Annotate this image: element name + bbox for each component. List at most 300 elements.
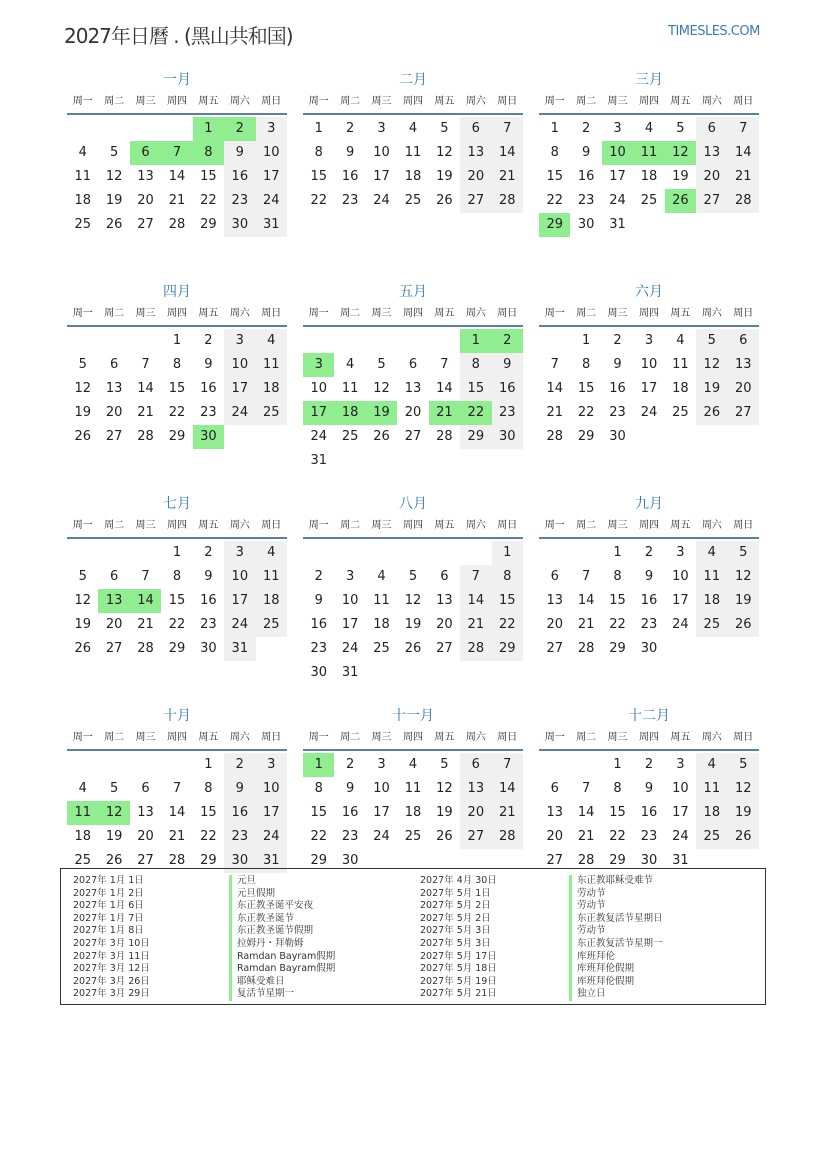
- day-cell: 23: [640, 829, 658, 844]
- day-grid: [303, 329, 523, 473]
- day-cell: 29: [168, 429, 186, 444]
- holiday-names-left: [229, 875, 335, 1001]
- holiday-day-cell: 18: [334, 401, 365, 425]
- weekday-label: 周一: [544, 96, 565, 107]
- holiday-date: 2027年 5月 3日: [420, 937, 491, 949]
- weekday-label: 周二: [104, 308, 125, 319]
- weekday-label: 周一: [308, 520, 329, 531]
- month-title: 十一月: [392, 708, 434, 724]
- day-cell: 4: [644, 121, 654, 136]
- month-title: 三月: [635, 72, 663, 88]
- day-cell: 8: [460, 353, 491, 377]
- day-cell: 15: [168, 381, 186, 396]
- empty-cell: [130, 541, 161, 565]
- day-cell: 3: [676, 757, 685, 772]
- day-cell: 28: [436, 429, 453, 444]
- weekday-label: 周四: [638, 732, 659, 743]
- weekday-label: 周一: [308, 96, 329, 107]
- day-cell: 10: [224, 565, 255, 589]
- weekday-header: [303, 93, 523, 115]
- day-cell: 27: [137, 217, 154, 232]
- day-cell: 17: [224, 377, 255, 401]
- day-cell: 14: [492, 777, 523, 801]
- day-cell: 10: [224, 353, 255, 377]
- day-cell: 19: [696, 377, 727, 401]
- day-cell: 6: [141, 781, 150, 796]
- day-cell: 2: [644, 757, 654, 772]
- day-cell: 22: [310, 829, 327, 844]
- day-cell: 13: [696, 141, 727, 165]
- weekday-label: 周二: [576, 308, 597, 319]
- month-title: 十二月: [628, 708, 670, 724]
- holiday-name: 东正教复活节星期日: [569, 913, 663, 926]
- empty-cell: [539, 541, 570, 565]
- day-grid: [67, 329, 287, 449]
- weekday-label: 周一: [308, 732, 329, 743]
- day-cell: 1: [550, 121, 559, 136]
- day-cell: 20: [436, 617, 453, 632]
- weekday-header: [539, 93, 759, 115]
- day-cell: 1: [314, 121, 323, 136]
- day-cell: 23: [640, 617, 658, 632]
- day-cell: 29: [168, 641, 186, 656]
- empty-cell: [570, 541, 601, 565]
- empty-cell: [98, 541, 129, 565]
- empty-cell: [98, 329, 129, 353]
- day-cell: 16: [310, 617, 327, 632]
- empty-cell: [67, 541, 98, 565]
- day-cell: 15: [492, 589, 523, 613]
- weekday-label: 周四: [638, 520, 659, 531]
- holiday-date: 2027年 5月 2日: [420, 900, 491, 912]
- day-cell: 30: [640, 853, 658, 868]
- day-cell: 19: [74, 405, 91, 420]
- weekday-label: 周五: [434, 520, 455, 531]
- day-cell: 23: [200, 617, 217, 632]
- day-cell: 6: [460, 753, 491, 777]
- day-cell: 27: [105, 641, 123, 656]
- day-cell: 10: [341, 593, 359, 608]
- day-cell: 12: [105, 169, 123, 184]
- day-cell: 22: [200, 829, 217, 844]
- day-cell: 5: [78, 357, 87, 372]
- day-cell: 27: [546, 853, 563, 868]
- day-cell: 14: [436, 381, 453, 396]
- day-cell: 18: [74, 193, 91, 208]
- month-title: 八月: [399, 496, 427, 512]
- day-cell: 5: [408, 569, 418, 584]
- day-cell: 2: [581, 121, 591, 136]
- day-cell: 30: [224, 213, 255, 237]
- weekday-label: 周日: [733, 732, 754, 743]
- day-cell: 4: [408, 757, 418, 772]
- weekday-label: 周二: [340, 96, 361, 107]
- holiday-dates-left: [73, 875, 150, 1001]
- day-cell: 3: [676, 545, 685, 560]
- day-cell: 9: [224, 777, 255, 801]
- day-cell: 17: [373, 169, 390, 184]
- weekday-label: 周三: [371, 308, 392, 319]
- day-cell: 10: [256, 141, 287, 165]
- empty-cell: [429, 541, 460, 565]
- day-cell: 5: [728, 541, 759, 565]
- day-cell: 31: [224, 637, 255, 661]
- day-cell: 8: [550, 145, 559, 160]
- day-cell: 13: [728, 353, 759, 377]
- day-cell: 17: [256, 801, 287, 825]
- day-cell: 24: [640, 405, 658, 420]
- weekday-header: [67, 517, 287, 539]
- holiday-day-cell: 11: [633, 141, 664, 165]
- day-cell: 10: [640, 357, 658, 372]
- day-cell: 16: [609, 381, 626, 396]
- day-cell: 16: [200, 381, 217, 396]
- day-cell: 3: [256, 753, 287, 777]
- day-cell: 15: [577, 381, 595, 396]
- day-cell: 3: [345, 569, 355, 584]
- weekday-label: 周一: [72, 96, 93, 107]
- day-cell: 13: [460, 141, 491, 165]
- day-cell: 24: [373, 829, 390, 844]
- day-cell: 7: [460, 565, 491, 589]
- day-cell: 16: [640, 805, 658, 820]
- day-cell: 9: [581, 145, 591, 160]
- day-cell: 4: [408, 121, 418, 136]
- day-cell: 28: [577, 853, 595, 868]
- day-cell: 16: [341, 805, 359, 820]
- holiday-date: 2027年 5月 18日: [420, 963, 497, 975]
- day-cell: 2: [314, 569, 323, 584]
- day-cell: 23: [492, 401, 523, 425]
- day-cell: 6: [550, 781, 559, 796]
- holiday-day-cell: 13: [98, 589, 129, 613]
- empty-cell: [397, 541, 428, 565]
- day-cell: 22: [310, 193, 327, 208]
- holiday-name: Ramdan Bayram假期: [229, 951, 335, 964]
- day-cell: 27: [728, 401, 759, 425]
- day-cell: 22: [492, 613, 523, 637]
- day-cell: 25: [404, 829, 422, 844]
- weekday-label: 周二: [576, 520, 597, 531]
- day-cell: 3: [224, 541, 255, 565]
- day-cell: 10: [672, 781, 689, 796]
- day-cell: 24: [224, 401, 255, 425]
- weekday-label: 周三: [371, 520, 392, 531]
- empty-cell: [334, 541, 365, 565]
- day-cell: 8: [204, 781, 213, 796]
- page-title: 2027年日曆 . (黑山共和国): [64, 24, 293, 48]
- day-cell: 2: [644, 545, 654, 560]
- day-cell: 4: [696, 753, 727, 777]
- day-cell: 3: [256, 117, 287, 141]
- day-cell: 15: [460, 377, 491, 401]
- day-cell: 20: [105, 405, 123, 420]
- holiday-day-cell: 8: [193, 141, 224, 165]
- day-cell: 10: [256, 777, 287, 801]
- day-cell: 29: [460, 425, 491, 449]
- day-cell: 28: [492, 189, 523, 213]
- holiday-date: 2027年 3月 12日: [73, 963, 150, 975]
- weekday-label: 周六: [229, 308, 250, 319]
- weekday-label: 周一: [544, 732, 565, 743]
- weekday-label: 周五: [434, 308, 455, 319]
- holiday-name: 库班拜伦假期: [569, 963, 663, 976]
- month-title: 四月: [163, 284, 191, 300]
- holiday-day-cell: 22: [460, 401, 491, 425]
- holiday-name: 独立日: [569, 988, 663, 1001]
- day-cell: 12: [74, 593, 91, 608]
- day-cell: 16: [224, 165, 255, 189]
- day-cell: 20: [696, 165, 727, 189]
- day-cell: 25: [404, 193, 422, 208]
- day-cell: 4: [377, 569, 386, 584]
- day-cell: 21: [137, 405, 154, 420]
- day-cell: 7: [550, 357, 559, 372]
- holiday-name: 东正教复活节星期一: [569, 938, 663, 951]
- day-cell: 23: [224, 825, 255, 849]
- day-cell: 16: [640, 593, 658, 608]
- day-cell: 1: [613, 545, 622, 560]
- holiday-name: 元旦: [229, 875, 335, 888]
- holiday-day-cell: 12: [98, 801, 129, 825]
- day-cell: 11: [341, 381, 359, 396]
- holiday-name: 东正教圣诞节假期: [229, 925, 335, 938]
- weekday-label: 周四: [402, 520, 423, 531]
- empty-cell: [98, 753, 129, 777]
- holiday-name: 东正教耶稣受难节: [569, 875, 663, 888]
- weekday-label: 周六: [229, 96, 250, 107]
- day-cell: 7: [581, 569, 591, 584]
- holiday-day-cell: 2: [492, 329, 523, 353]
- day-cell: 25: [373, 641, 390, 656]
- day-cell: 31: [256, 213, 287, 237]
- day-cell: 21: [492, 801, 523, 825]
- holiday-date: 2027年 1月 8日: [73, 925, 144, 937]
- weekday-label: 周日: [497, 96, 518, 107]
- day-cell: 15: [546, 169, 563, 184]
- day-cell: 26: [105, 853, 123, 868]
- day-cell: 6: [728, 329, 759, 353]
- month-5: [303, 282, 523, 494]
- day-cell: 23: [577, 193, 595, 208]
- weekday-label: 周日: [497, 732, 518, 743]
- day-cell: 20: [546, 617, 563, 632]
- day-cell: 6: [109, 357, 119, 372]
- day-cell: 14: [460, 589, 491, 613]
- day-cell: 24: [373, 193, 390, 208]
- day-cell: 27: [460, 825, 491, 849]
- day-cell: 15: [310, 169, 327, 184]
- day-cell: 12: [436, 781, 453, 796]
- day-cell: 6: [460, 117, 491, 141]
- day-cell: 11: [404, 781, 422, 796]
- day-cell: 26: [373, 429, 390, 444]
- month-1: [67, 70, 287, 282]
- weekday-label: 周四: [402, 96, 423, 107]
- weekday-label: 周日: [261, 732, 282, 743]
- weekday-label: 周六: [701, 732, 722, 743]
- weekday-label: 周三: [135, 732, 156, 743]
- day-cell: 28: [577, 641, 595, 656]
- weekday-label: 周六: [229, 520, 250, 531]
- day-cell: 18: [256, 589, 287, 613]
- weekday-label: 周六: [465, 732, 486, 743]
- day-cell: 4: [78, 145, 87, 160]
- day-cell: 9: [314, 593, 323, 608]
- weekday-label: 周一: [72, 308, 93, 319]
- day-cell: 17: [256, 165, 287, 189]
- holiday-name: 劳动节: [569, 925, 663, 938]
- weekday-label: 周日: [261, 96, 282, 107]
- day-cell: 9: [644, 569, 654, 584]
- day-cell: 20: [105, 617, 123, 632]
- day-cell: 20: [546, 829, 563, 844]
- holiday-day-cell: 1: [193, 117, 224, 141]
- day-cell: 5: [676, 121, 685, 136]
- day-cell: 30: [310, 665, 327, 680]
- day-cell: 16: [577, 169, 595, 184]
- day-cell: 26: [105, 217, 123, 232]
- day-cell: 28: [492, 825, 523, 849]
- day-cell: 20: [728, 377, 759, 401]
- day-grid: [303, 541, 523, 685]
- day-cell: 24: [256, 825, 287, 849]
- day-cell: 14: [168, 169, 186, 184]
- day-cell: 26: [436, 193, 453, 208]
- weekday-label: 周四: [166, 96, 187, 107]
- weekday-label: 周五: [670, 96, 691, 107]
- day-cell: 18: [696, 801, 727, 825]
- holiday-date: 2027年 5月 2日: [420, 912, 491, 924]
- day-cell: 16: [224, 801, 255, 825]
- day-cell: 12: [696, 353, 727, 377]
- holiday-name: Ramdan Bayram假期: [229, 963, 335, 976]
- empty-cell: [303, 541, 334, 565]
- day-grid: [303, 753, 523, 873]
- day-cell: 27: [137, 853, 154, 868]
- day-cell: 7: [492, 753, 523, 777]
- day-cell: 11: [696, 565, 727, 589]
- holiday-day-cell: 12: [665, 141, 696, 165]
- day-cell: 22: [546, 193, 563, 208]
- weekday-header: [303, 305, 523, 327]
- day-cell: 19: [105, 829, 123, 844]
- day-cell: 1: [204, 757, 213, 772]
- weekday-label: 周二: [576, 732, 597, 743]
- holiday-day-cell: 7: [161, 141, 192, 165]
- empty-cell: [98, 117, 129, 141]
- weekday-label: 周日: [261, 308, 282, 319]
- day-cell: 17: [224, 589, 255, 613]
- empty-cell: [429, 329, 460, 353]
- day-cell: 9: [204, 357, 213, 372]
- day-cell: 9: [492, 353, 523, 377]
- empty-cell: [334, 329, 365, 353]
- month-title: 九月: [635, 496, 663, 512]
- empty-cell: [67, 329, 98, 353]
- day-cell: 31: [256, 849, 287, 873]
- empty-cell: [130, 117, 161, 141]
- day-cell: 28: [168, 853, 186, 868]
- month-grid: [67, 70, 767, 918]
- empty-cell: [130, 753, 161, 777]
- day-cell: 29: [492, 637, 523, 661]
- day-cell: 18: [672, 381, 689, 396]
- day-cell: 2: [613, 333, 622, 348]
- day-cell: 9: [613, 357, 622, 372]
- weekday-label: 周五: [198, 732, 219, 743]
- day-cell: 31: [609, 217, 626, 232]
- holiday-date: 2027年 1月 2日: [73, 887, 144, 899]
- day-cell: 28: [137, 641, 154, 656]
- day-cell: 12: [436, 145, 453, 160]
- day-cell: 8: [613, 781, 622, 796]
- site-link[interactable]: TIMESLES.COM: [668, 24, 760, 39]
- weekday-header: [67, 93, 287, 115]
- month-title: 十月: [163, 708, 191, 724]
- holiday-date: 2027年 5月 19日: [420, 975, 497, 987]
- day-cell: 21: [168, 829, 186, 844]
- day-cell: 14: [492, 141, 523, 165]
- day-cell: 5: [109, 781, 119, 796]
- empty-cell: [161, 753, 192, 777]
- weekday-label: 周六: [465, 308, 486, 319]
- holiday-date: 2027年 5月 17日: [420, 950, 497, 962]
- weekday-label: 周五: [670, 308, 691, 319]
- day-cell: 17: [373, 805, 390, 820]
- weekday-label: 周四: [166, 732, 187, 743]
- holiday-date: 2027年 3月 11日: [73, 950, 150, 962]
- day-cell: 18: [696, 589, 727, 613]
- day-cell: 21: [460, 613, 491, 637]
- holiday-date: 2027年 3月 26日: [73, 975, 150, 987]
- holiday-date: 2027年 3月 10日: [73, 937, 150, 949]
- day-grid: [303, 117, 523, 213]
- weekday-label: 周六: [465, 96, 486, 107]
- weekday-label: 周四: [166, 308, 187, 319]
- day-cell: 31: [672, 853, 689, 868]
- day-cell: 19: [672, 169, 689, 184]
- day-cell: 4: [676, 333, 685, 348]
- day-cell: 11: [256, 353, 287, 377]
- day-cell: 11: [74, 169, 91, 184]
- day-cell: 6: [550, 569, 559, 584]
- empty-cell: [397, 329, 428, 353]
- day-cell: 13: [546, 593, 563, 608]
- day-cell: 10: [310, 381, 327, 396]
- day-cell: 14: [137, 381, 154, 396]
- day-cell: 14: [546, 381, 563, 396]
- day-cell: 19: [404, 617, 422, 632]
- holiday-name: 拉姆丹・拜勒姆: [229, 938, 335, 951]
- day-cell: 18: [404, 169, 422, 184]
- day-cell: 26: [436, 829, 453, 844]
- weekday-label: 周六: [701, 520, 722, 531]
- weekday-label: 周三: [371, 732, 392, 743]
- day-cell: 19: [74, 617, 91, 632]
- weekday-label: 周三: [607, 520, 628, 531]
- day-cell: 18: [74, 829, 91, 844]
- weekday-label: 周日: [261, 520, 282, 531]
- day-cell: 23: [341, 829, 359, 844]
- day-grid: [67, 753, 287, 873]
- day-cell: 12: [74, 381, 91, 396]
- weekday-label: 周四: [638, 308, 659, 319]
- day-cell: 11: [404, 145, 422, 160]
- day-cell: 22: [609, 617, 626, 632]
- day-cell: 24: [256, 189, 287, 213]
- holiday-name: 耶稣受难日: [229, 976, 335, 989]
